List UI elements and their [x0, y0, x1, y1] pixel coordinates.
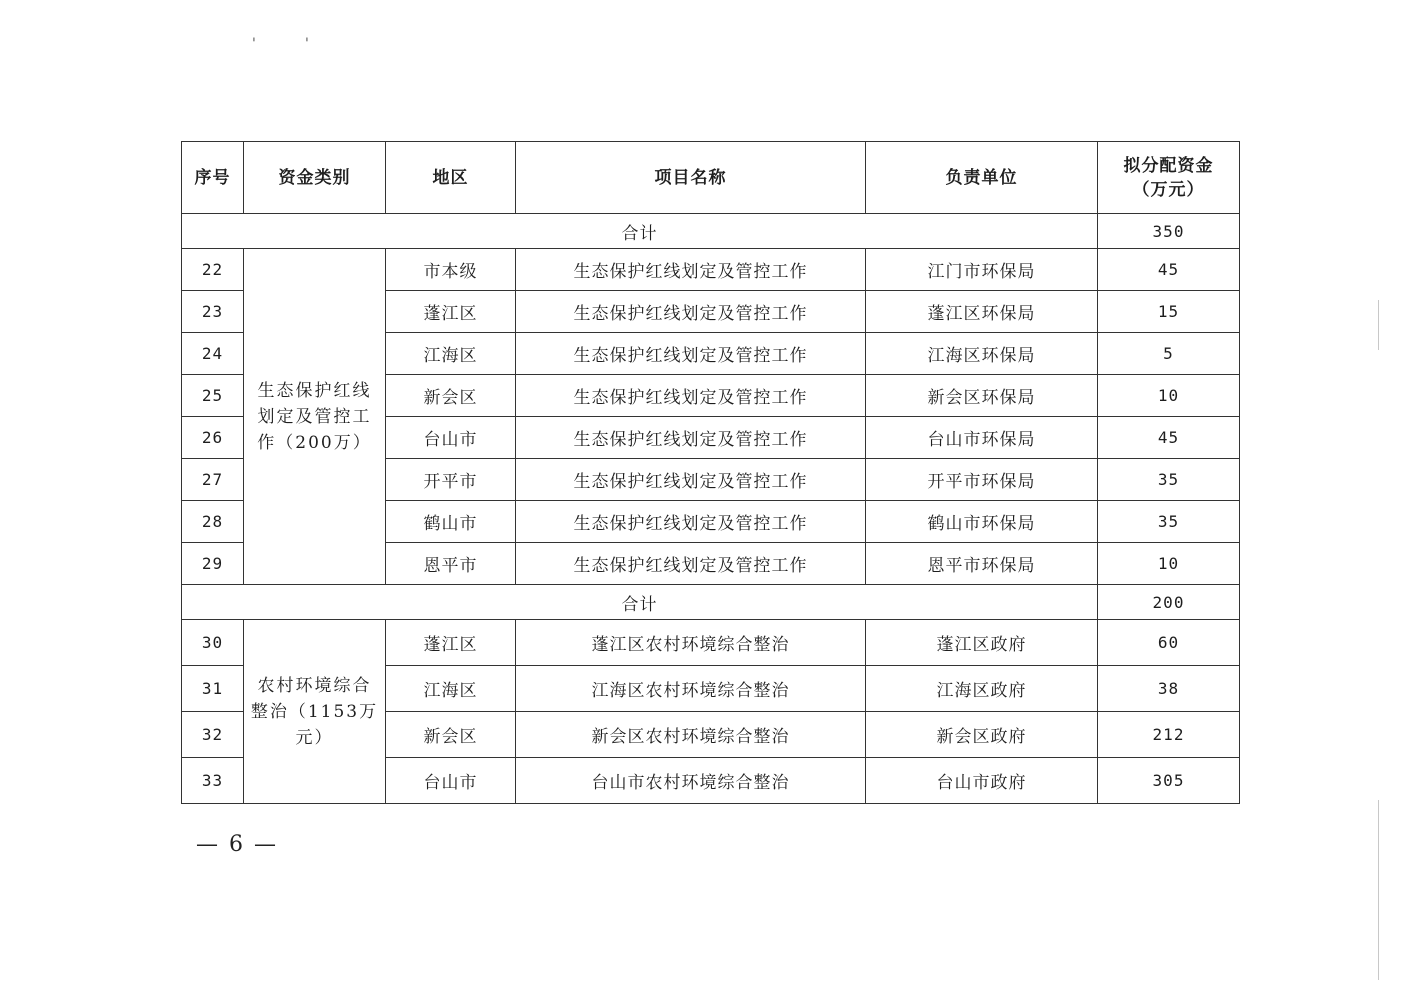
cell-seq: 24 — [182, 333, 244, 375]
cell-region: 江海区 — [386, 666, 516, 712]
total-amount: 350 — [1098, 214, 1240, 249]
cell-project: 生态保护红线划定及管控工作 — [516, 543, 866, 585]
cell-unit: 开平市环保局 — [866, 459, 1098, 501]
scan-mark: ' — [252, 36, 256, 52]
cell-region: 开平市 — [386, 459, 516, 501]
total-label: 合计 — [182, 585, 1098, 620]
cell-project: 生态保护红线划定及管控工作 — [516, 501, 866, 543]
table-row — [182, 249, 1240, 291]
header-category: 资金类别 — [244, 142, 386, 214]
cell-unit: 台山市环保局 — [866, 417, 1098, 459]
cell-project: 生态保护红线划定及管控工作 — [516, 249, 866, 291]
cell-project: 生态保护红线划定及管控工作 — [516, 417, 866, 459]
header-region: 地区 — [386, 142, 516, 214]
cell-region: 新会区 — [386, 375, 516, 417]
cell-region: 蓬江区 — [386, 291, 516, 333]
cell-project: 生态保护红线划定及管控工作 — [516, 333, 866, 375]
cell-seq: 26 — [182, 417, 244, 459]
cell-project: 生态保护红线划定及管控工作 — [516, 459, 866, 501]
cell-amount: 45 — [1098, 417, 1240, 459]
cell-region: 新会区 — [386, 712, 516, 758]
cell-amount: 10 — [1098, 543, 1240, 585]
cell-unit: 蓬江区环保局 — [866, 291, 1098, 333]
cell-seq: 33 — [182, 758, 244, 804]
cell-amount: 35 — [1098, 459, 1240, 501]
cell-seq: 31 — [182, 666, 244, 712]
cell-amount: 60 — [1098, 620, 1240, 666]
header-amount-line1: 拟分配资金 — [1123, 155, 1214, 176]
cell-amount: 212 — [1098, 712, 1240, 758]
header-project: 项目名称 — [516, 142, 866, 214]
cell-project: 生态保护红线划定及管控工作 — [516, 291, 866, 333]
header-row — [182, 142, 1240, 214]
cell-unit: 江海区环保局 — [866, 333, 1098, 375]
header-unit: 负责单位 — [866, 142, 1098, 214]
total-row — [182, 214, 1240, 249]
cell-project: 蓬江区农村环境综合整治 — [516, 620, 866, 666]
cell-unit: 台山市政府 — [866, 758, 1098, 804]
cell-amount: 35 — [1098, 501, 1240, 543]
cell-unit: 蓬江区政府 — [866, 620, 1098, 666]
scan-edge-line — [1378, 800, 1379, 980]
cell-region: 鹤山市 — [386, 501, 516, 543]
cell-unit: 新会区环保局 — [866, 375, 1098, 417]
cell-unit: 新会区政府 — [866, 712, 1098, 758]
cell-amount: 10 — [1098, 375, 1240, 417]
cell-amount: 15 — [1098, 291, 1240, 333]
page-number: — 6 — — [196, 832, 278, 857]
cell-amount: 45 — [1098, 249, 1240, 291]
cell-seq: 28 — [182, 501, 244, 543]
cell-seq: 23 — [182, 291, 244, 333]
header-seq: 序号 — [182, 142, 244, 214]
category-cell: 农村环境综合整治（1153万元） — [244, 620, 386, 804]
total-row — [182, 585, 1240, 620]
cell-unit: 江海区政府 — [866, 666, 1098, 712]
table-row — [182, 620, 1240, 666]
cell-unit: 恩平市环保局 — [866, 543, 1098, 585]
cell-region: 蓬江区 — [386, 620, 516, 666]
cell-amount: 5 — [1098, 333, 1240, 375]
cell-unit: 鹤山市环保局 — [866, 501, 1098, 543]
cell-region: 市本级 — [386, 249, 516, 291]
category-cell: 生态保护红线划定及管控工作（200万） — [244, 249, 386, 585]
total-amount: 200 — [1098, 585, 1240, 620]
header-amount-line2: （万元） — [1132, 179, 1205, 200]
cell-region: 台山市 — [386, 758, 516, 804]
scan-mark: ' — [305, 36, 309, 52]
cell-project: 生态保护红线划定及管控工作 — [516, 375, 866, 417]
cell-seq: 32 — [182, 712, 244, 758]
cell-project: 台山市农村环境综合整治 — [516, 758, 866, 804]
cell-seq: 30 — [182, 620, 244, 666]
cell-seq: 27 — [182, 459, 244, 501]
cell-unit: 江门市环保局 — [866, 249, 1098, 291]
cell-seq: 22 — [182, 249, 244, 291]
header-amount — [1098, 142, 1240, 214]
cell-amount: 38 — [1098, 666, 1240, 712]
cell-seq: 29 — [182, 543, 244, 585]
cell-project: 江海区农村环境综合整治 — [516, 666, 866, 712]
cell-amount: 305 — [1098, 758, 1240, 804]
cell-seq: 25 — [182, 375, 244, 417]
fund-allocation-table — [181, 141, 1240, 804]
scan-edge-line — [1378, 300, 1379, 350]
total-label: 合计 — [182, 214, 1098, 249]
cell-project: 新会区农村环境综合整治 — [516, 712, 866, 758]
cell-region: 台山市 — [386, 417, 516, 459]
cell-region: 江海区 — [386, 333, 516, 375]
cell-region: 恩平市 — [386, 543, 516, 585]
